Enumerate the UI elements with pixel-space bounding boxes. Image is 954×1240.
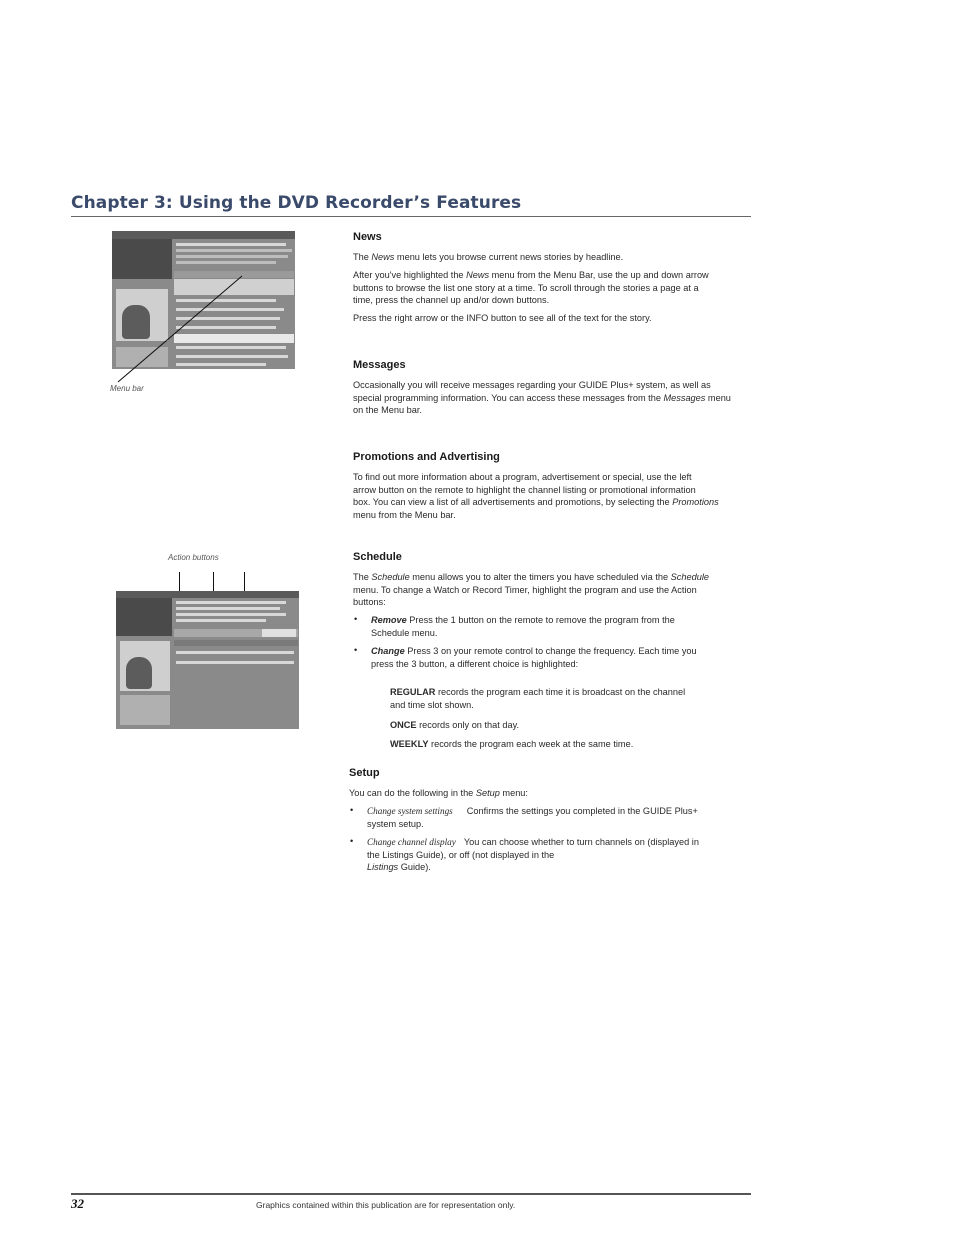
setup-bullet-1: •: [350, 805, 354, 815]
weekly-option: WEEKLY records the program each week at the same time.: [390, 739, 634, 749]
page-number: 32: [71, 1196, 84, 1211]
menu-bar-caption: Menu bar: [110, 384, 144, 393]
header-rule: [71, 216, 751, 217]
schedule-intro: The Schedule menu allows you to alter the timers you have scheduled via the Schedule menu. To change a Watch or Record Timer, highlight the program and use the Action buttons:: [353, 572, 709, 608]
news-p1: The News menu lets you browse current news stories by headline.: [353, 252, 624, 262]
footer-note: Graphics contained within this publication are for representation only.: [256, 1200, 516, 1210]
setup-item-system-settings: Change system settings Confirms the settings you completed in the GUIDE Plus+ system setup.: [367, 806, 698, 829]
action-leader-3: [244, 572, 245, 592]
news-p2: After you've highlighted the News menu from the Menu Bar, use the up and down arrow buttons to browse the list one story at a time. To scroll through the stories a page at a time, press the channel up and/or down buttons.: [353, 270, 709, 306]
setup-item-channel-display: Change channel display You can choose whether to turn channels on (displayed in the Listings Guide), or off (not displayed in the Listings Guide).: [367, 837, 699, 873]
setup-bullet-2: •: [350, 836, 354, 846]
once-option: ONCE records only on that day.: [390, 720, 520, 730]
messages-body: Occasionally you will receive messages regarding your GUIDE Plus+ system, as well as special programming information. You can access these messages from the Messages menu on the Menu bar.: [353, 380, 731, 416]
remove-item: Remove Press the 1 button on the remote to remove the program from the Schedule menu.: [371, 615, 675, 638]
news-heading: News: [353, 231, 382, 243]
regular-option: REGULAR records the program each time it is broadcast on the channel and time slot shown.: [390, 687, 686, 710]
action-buttons-caption: Action buttons: [168, 553, 219, 562]
chapter-title: Chapter 3: Using the DVD Recorder’s Features: [71, 193, 522, 213]
remove-bullet: •: [354, 614, 358, 624]
footer-rule: [71, 1193, 751, 1195]
schedule-heading: Schedule: [353, 551, 402, 563]
news-p3: Press the right arrow or the INFO button to see all of the text for the story.: [353, 313, 652, 323]
promotions-heading: Promotions and Advertising: [353, 451, 500, 463]
change-item: Change Press 3 on your remote control to change the frequency. Each time you press the 3 button, a different choice is highlighted:: [371, 646, 697, 669]
messages-heading: Messages: [353, 359, 406, 371]
action-leader-2: [213, 572, 214, 592]
action-leader-1: [179, 572, 180, 592]
setup-heading: Setup: [349, 767, 380, 779]
promotions-body: To find out more information about a program, advertisement or special, use the left arrow button on the remote to highlight the channel listing or promotional information box. You can view a list of all advertisements and promotions, by selecting the Promotions menu from the Menu bar.: [353, 472, 719, 520]
schedule-menu-screenshot: [116, 591, 299, 729]
menu-bar-leader: [110, 270, 250, 385]
setup-intro: You can do the following in the Setup menu:: [349, 788, 528, 798]
change-bullet: •: [354, 645, 358, 655]
